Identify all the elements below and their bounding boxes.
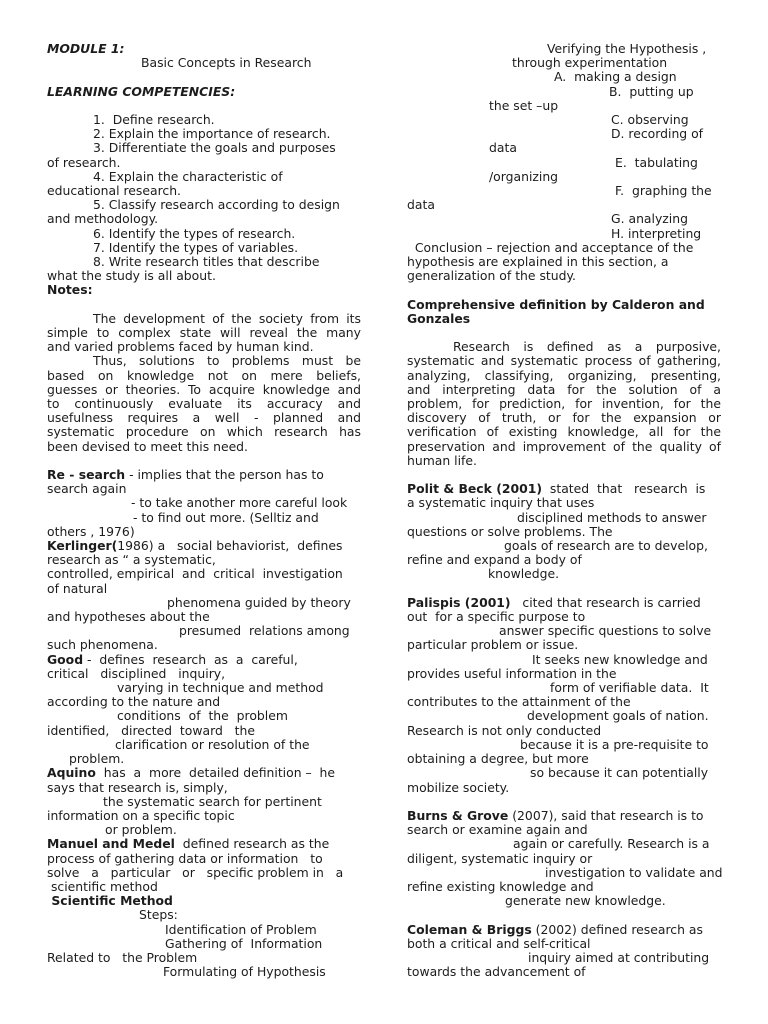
list-item: C. observing: [611, 112, 689, 128]
manuel-medel-definition: [47, 837, 361, 894]
polit-beck-definition: [407, 482, 721, 581]
list-item: 4. Explain the characteristic of: [93, 168, 283, 184]
list-item: B. putting up: [609, 83, 694, 99]
text-line: clarification or resolution of the: [115, 736, 310, 752]
text-line: hypothesis are explained in this section, a: [407, 254, 669, 270]
research-definition: [47, 468, 361, 539]
palispis-definition: [407, 596, 721, 795]
list-item: E. tabulating: [615, 154, 698, 170]
text-line: the systematic search for pertinent: [103, 793, 322, 809]
text-line: diligent, systematic inquiry or: [407, 850, 593, 866]
text-line: analyzing, classifying, organizing, presenting,: [407, 367, 721, 383]
list-item: /organizing: [489, 168, 559, 184]
text-line: refine and expand a body of: [407, 552, 582, 568]
text-line: The development of the society from its: [93, 310, 361, 326]
text-line: It seeks new knowledge and: [532, 651, 708, 667]
module-label: MODULE 1:: [47, 41, 125, 56]
list-item: 7. Identify the types of variables.: [93, 239, 299, 255]
text-line: research as “ a systematic,: [47, 552, 216, 568]
text-line: conditions of the problem: [117, 708, 288, 724]
text-line: simple to complex state will reveal the many: [47, 325, 361, 341]
text-line: through experimentation: [512, 55, 668, 71]
text-line: both a critical and self-critical: [407, 935, 591, 951]
text-line: preservation and improvement of the quality of: [407, 438, 721, 454]
verification-steps: [407, 42, 721, 241]
good-name: Good: [47, 651, 84, 667]
text-line: inquiry aimed at contributing: [528, 949, 710, 965]
text-line: according to the nature and: [47, 694, 221, 710]
text-line: search again: [47, 481, 127, 497]
list-item: D. recording of: [611, 126, 704, 142]
text-line: phenomena guided by theory: [167, 594, 351, 610]
text-line: has a more detailed definition – he: [95, 765, 336, 781]
intro-paragraph: [47, 312, 361, 454]
text-line: knowledge.: [488, 566, 560, 582]
text-line: varying in technique and method: [117, 680, 324, 696]
text-line: Research is defined as a purposive,: [453, 339, 721, 355]
right-column: [407, 42, 721, 979]
list-item: A. making a design: [554, 69, 677, 85]
module-title: Basic Concepts in Research: [141, 55, 312, 71]
list-item: what the study is all about.: [47, 268, 216, 284]
text-line: problem.: [69, 751, 125, 767]
text-line: generalization of the study.: [407, 268, 576, 284]
list-item: educational research.: [47, 183, 181, 198]
text-line: cited that research is carried: [510, 594, 701, 610]
list-item: Identification of Problem: [165, 921, 317, 937]
text-line: (2002) defined research as: [531, 921, 703, 937]
notes-heading: Notes:: [47, 282, 93, 298]
scientific-method: [47, 894, 361, 979]
scientific-method-heading: Scientific Method: [47, 893, 173, 909]
text-line: - to find out more. (Selltiz and: [133, 509, 319, 525]
calderon-gonzales-section: [407, 298, 721, 468]
text-line: Thus, solutions to problems must be: [93, 353, 361, 369]
conclusion: [407, 241, 721, 284]
coleman-briggs-name: Coleman & Briggs: [407, 921, 532, 937]
text-line: search or examine again and: [407, 822, 588, 838]
text-line: towards the advancement of: [407, 964, 586, 980]
text-line: contributes to the attainment of the: [407, 694, 631, 710]
text-line: such phenomena.: [47, 637, 158, 653]
good-definition: [47, 653, 361, 767]
list-item: data: [489, 140, 517, 156]
text-line: so because it can potentially: [530, 765, 709, 781]
text-line: stated that research is: [542, 481, 706, 497]
text-line: Conclusion – rejection and acceptance of the: [407, 239, 694, 255]
text-line: identified, directed toward the: [47, 722, 255, 738]
text-line: and interpreting data for the solution of a: [407, 381, 721, 397]
text-line: defined research as the: [174, 836, 330, 852]
text-line: been devised to meet this need.: [47, 438, 248, 454]
steps-label: Steps:: [139, 907, 178, 923]
left-column: [47, 42, 361, 979]
text-line: - defines research as a careful,: [83, 651, 298, 667]
research-term: Re - search: [47, 467, 126, 483]
text-line: scientific method: [47, 878, 158, 894]
palispis-name: Palispis (2001): [407, 594, 511, 610]
text-line: answer specific questions to solve: [499, 623, 712, 639]
aquino-definition: [47, 766, 361, 837]
text-line: discovery of truth, or for the expansion or: [407, 410, 721, 426]
text-line: out for a specific purpose to: [407, 609, 586, 625]
text-line: process of gathering data or information to: [47, 850, 323, 866]
text-line: problem, for prediction, for invention, for the: [407, 396, 721, 412]
text-line: mobilize society.: [407, 779, 510, 795]
text-line: solve a particular or specific problem in a: [47, 864, 344, 880]
polit-beck-name: Polit & Beck (2001): [407, 481, 543, 497]
text-line: guesses or theories. To acquire knowledge and: [47, 381, 361, 397]
list-item: and methodology.: [47, 211, 159, 227]
kerlinger-name: Kerlinger(: [47, 538, 118, 554]
text-line: provides useful information in the: [407, 665, 617, 681]
list-item: Formulating of Hypothesis: [163, 964, 326, 980]
list-item: 3. Differentiate the goals and purposes: [93, 140, 336, 156]
text-line: and varied problems faced by human kind.: [47, 339, 314, 355]
list-item: 5. Classify research according to design: [93, 197, 340, 213]
text-line: - to take another more careful look: [131, 495, 348, 511]
list-item: G. analyzing: [611, 211, 688, 227]
text-line: human life.: [407, 452, 477, 468]
list-item: Gathering of Information: [165, 935, 323, 951]
list-item: of research.: [47, 154, 121, 170]
text-line: controlled, empirical and critical investigation: [47, 566, 343, 582]
manuel-medel-name: Manuel and Medel: [47, 836, 175, 852]
kerlinger-definition: [47, 539, 361, 653]
list-item: H. interpreting: [611, 225, 702, 241]
text-line: to continuously evaluate its accuracy and: [47, 396, 361, 412]
list-item: 2. Explain the importance of research.: [93, 126, 331, 142]
list-item: the set –up: [489, 97, 559, 113]
text-line: development goals of nation.: [527, 708, 709, 724]
text-line: form of verifiable data. It: [550, 680, 709, 696]
list-item: F. graphing the: [615, 183, 712, 199]
text-line: systematic and systematic process of gathering,: [407, 353, 721, 369]
text-line: presumed relations among: [179, 623, 350, 639]
burns-grove-name: Burns & Grove: [407, 807, 509, 823]
text-line: information on a specific topic: [47, 807, 235, 823]
text-line: of natural: [47, 580, 108, 596]
text-line: based on knowledge not on mere beliefs,: [47, 367, 361, 383]
list-item: 1. Define research.: [93, 111, 215, 127]
text-line: others , 1976): [47, 523, 135, 539]
list-item: data: [407, 197, 435, 213]
coleman-briggs-definition: [407, 923, 721, 980]
list-item: 6. Identify the types of research.: [93, 225, 296, 241]
text-line: investigation to validate and: [545, 864, 723, 880]
list-item: Related to the Problem: [47, 949, 198, 965]
text-line: - implies that the person has to: [125, 467, 324, 483]
section-heading: Comprehensive definition by Calderon and: [407, 296, 705, 312]
text-line: again or carefully. Research is a: [513, 836, 710, 852]
text-line: (2007), said that research is to: [508, 807, 704, 823]
text-line: refine existing knowledge and: [407, 878, 594, 894]
list-item: 8. Write research titles that describe: [93, 254, 320, 270]
text-line: a systematic inquiry that uses: [407, 495, 595, 511]
text-line: critical disciplined inquiry,: [47, 665, 226, 681]
section-heading: Gonzales: [407, 310, 471, 326]
text-line: usefulness requires a well - planned and: [47, 410, 361, 426]
aquino-name: Aquino: [47, 765, 96, 781]
text-line: or problem.: [105, 822, 177, 838]
burns-grove-definition: [407, 809, 721, 908]
text-line: obtaining a degree, but more: [407, 751, 589, 767]
text-line: generate new knowledge.: [505, 893, 666, 909]
text-line: systematic procedure on which research has: [47, 424, 361, 440]
competencies-list: [47, 113, 361, 283]
text-line: says that research is, simply,: [47, 779, 228, 795]
text-line: questions or solve problems. The: [407, 523, 613, 539]
text-line: because it is a pre-requisite to: [520, 736, 709, 752]
text-line: goals of research are to develop,: [504, 538, 708, 554]
text-line: Research is not only conducted: [407, 722, 602, 738]
text-line: particular problem or issue.: [407, 637, 579, 653]
text-line: and hypotheses about the: [47, 609, 210, 625]
competencies-heading: LEARNING COMPETENCIES:: [47, 83, 236, 99]
text-line: verification of existing knowledge, all for the: [407, 424, 721, 440]
text-line: 1986) a social behaviorist, defines: [117, 538, 343, 554]
text-line: disciplined methods to answer: [517, 509, 707, 525]
text-line: Verifying the Hypothesis ,: [547, 41, 707, 56]
